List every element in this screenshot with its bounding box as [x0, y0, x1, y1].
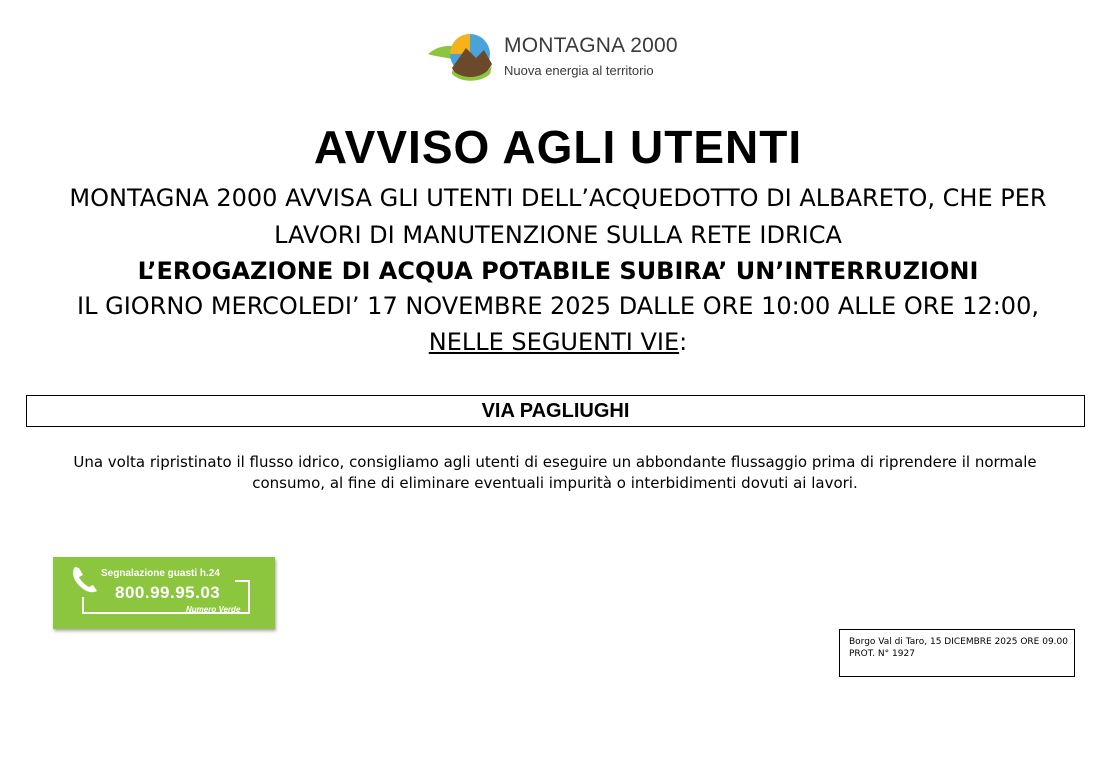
hotline-card	[53, 557, 275, 629]
logo-tagline: Nuova energia al territorio	[504, 63, 654, 78]
company-logo	[426, 30, 696, 86]
street-name: VIA PAGLIUGHI	[481, 400, 630, 422]
notice-line-2: LAVORI DI MANUTENZIONE SULLA RETE IDRICA	[274, 221, 842, 249]
reference-place-date: Borgo Val di Taro, 15 DICEMBRE 2025 ORE 09.00	[849, 637, 1068, 647]
hotline-number[interactable]: 800.99.95.03	[115, 583, 221, 602]
notice-title: AVVISO AGLI UTENTI	[313, 121, 803, 173]
advice-text	[40, 452, 1070, 494]
streets-heading: NELLE SEGUENTI VIE	[428, 328, 680, 356]
phone-icon	[73, 567, 97, 592]
logo-name: MONTAGNA 2000	[504, 34, 678, 57]
advice-line-1: Una volta ripristinato il flusso idrico, consigliamo agli utenti di eseguire un abbondante flussaggio prima di riprendere il normale	[73, 453, 1037, 471]
mountain-sun-logo-icon	[426, 30, 498, 86]
notice-line-5	[0, 328, 1116, 356]
notice-line-3: L’EROGAZIONE DI ACQUA POTABILE SUBIRA’ UN’INTERRUZIONI	[137, 257, 979, 285]
reference-protocol: PROT. N° 1927	[849, 649, 915, 659]
hotline-type: Numero Verde	[186, 605, 241, 614]
hotline-label: Segnalazione guasti h.24	[101, 568, 220, 579]
advice-line-2: consumo, al fine di eliminare eventuali impurità o interbidimenti dovuti ai lavori.	[252, 474, 858, 492]
reference-box	[839, 629, 1075, 677]
notice-line-4: IL GIORNO MERCOLEDI’ 17 NOVEMBRE 2025 DALLE ORE 10:00 ALLE ORE 12:00,	[77, 292, 1039, 320]
streets-heading-colon: :	[679, 328, 688, 356]
street-box	[26, 395, 1085, 427]
notice-line-1: MONTAGNA 2000 AVVISA GLI UTENTI DELL’ACQUEDOTTO DI ALBARETO, CHE PER	[69, 184, 1047, 212]
